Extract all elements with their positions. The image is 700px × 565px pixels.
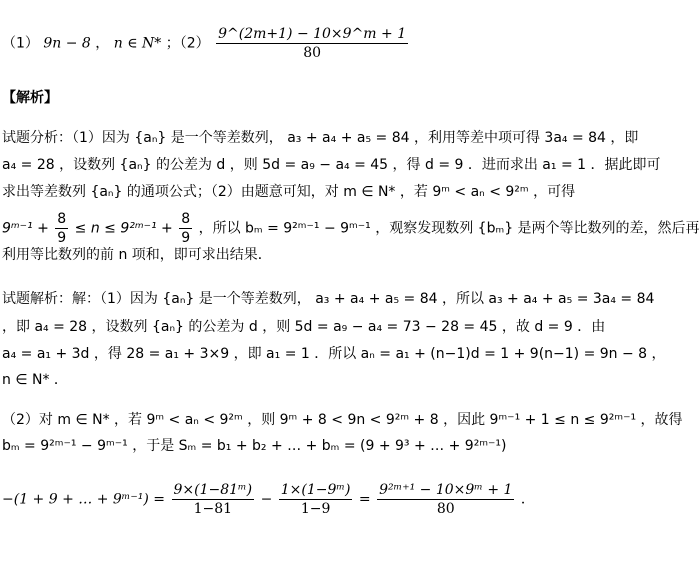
answer-part2-label: ；（2） — [165, 35, 210, 52]
answer-part1-domain: n ∈ N* — [113, 35, 162, 52]
analysis-line-5: 利用等比数列的前 n 项和，即可求出结果． — [2, 247, 272, 263]
final-fraction-3: $\frac{\text{9²ᵐ⁺¹ − 10×9ᵐ + 1}}{80}$ — [379, 482, 513, 517]
solution-line-1: 试题解析：解：（1）因为 {aₙ} 是一个等差数列， a₃ + a₄ + a₅ = 84 ，所以 a₃ + a₄ + a₅ = 3a₄ = 84 — [2, 291, 655, 307]
solution-final-equation: −(1 + 9 + … + 9ᵐ⁻¹) = $\frac{\text{9×(1−81ᵐ)}}{1-81}$ − $\frac{\text{1×(1−9ᵐ)}}{1-9}$ = $\frac{\text{9²ᵐ⁺¹ − 10×9ᵐ + 1}}{80}$ ． — [2, 482, 535, 517]
answer-part2-fraction: $\frac{9\^{}(2m+1) - 10\times 9\^{}m + 1}{80}$ — [218, 26, 407, 61]
analysis-line-3: 求出等差数列 {aₙ} 的通项公式；（2）由题意可知，对 m ∈ N* ，若 9ᵐ < aₙ < 9²ᵐ ，可得 — [2, 184, 576, 200]
final-fraction-2: $\frac{\text{1×(1−9ᵐ)}}{1-9}$ — [280, 482, 351, 517]
solution-line-3: a₄ = a₁ + 3d ，得 28 = a₁ + 3×9 ，即 a₁ = 1 ．所以 aₙ = a₁ + (n−1)d = 1 + 9(n−1) = 9n − 8 ， — [2, 346, 666, 362]
analysis-inequality-left: 9ᵐ⁻¹ + — [2, 220, 49, 237]
analysis-fraction-b: $\frac{8}{9}$ — [181, 211, 191, 246]
analysis-header: 【解析】 — [2, 90, 58, 106]
analysis-label: 试题分析： — [2, 130, 72, 146]
analysis-line-1: 试题分析：（1）因为 {aₙ} 是一个等差数列， a₃ + a₄ + a₅ = 84 ，利用等差中项可得 3a₄ = 84 ，即 — [2, 130, 639, 146]
solution-line-2: ，即 a₄ = 28 ，设数列 {aₙ} 的公差为 d ，则 5d = a₉ − a₄ = 73 − 28 = 45 ，故 d = 9 ．由 — [2, 319, 606, 335]
solution-line-5: （2）对 m ∈ N* ，若 9ᵐ < aₙ < 9²ᵐ ，则 9ᵐ + 8 < 9n < 9²ᵐ + 8 ，因此 9ᵐ⁻¹ + 1 ≤ n ≤ 9²ᵐ⁻¹ ，故得 — [2, 412, 683, 428]
solution-label: 试题解析：解： — [2, 291, 100, 307]
analysis-inequality-mid: ≤ n ≤ 9²ᵐ⁻¹ + — [74, 220, 173, 237]
solution-line-6: bₘ = 9²ᵐ⁻¹ − 9ᵐ⁻¹ ，于是 Sₘ = b₁ + b₂ + … + bₘ = (9 + 9³ + … + 9²ᵐ⁻¹) — [2, 438, 507, 454]
solution-line-4: n ∈ N* ． — [2, 372, 68, 388]
final-fraction-1: $\frac{\text{9×(1−81ᵐ)}}{1-81}$ — [173, 482, 253, 517]
analysis-line-2: a₄ = 28 ，设数列 {aₙ} 的公差为 d ，则 5d = a₉ − a₄ = 45 ，得 d = 9 ．进而求出 a₁ = 1 ．据此即可 — [2, 157, 661, 173]
analysis-line-4: 9ᵐ⁻¹ + $\frac{8}{9}$ ≤ n ≤ 9²ᵐ⁻¹ + $\frac{8}{9}$ ，所以 bₘ = 9²ᵐ⁻¹ − 9ᵐ⁻¹ ，观察发现数列 {bₘ} 是两个等比数列的差，然后再 — [2, 211, 700, 246]
answer-part1-formula: 9n − 8 — [43, 35, 91, 52]
answer-part1-label: （1） — [2, 35, 39, 52]
answer-line: （1） 9n − 8 ， n ∈ N* ；（2） $\frac{9\^{}(2m+1) - 10\times 9\^{}m + 1}{80}$ — [2, 26, 407, 61]
analysis-fraction-a: $\frac{8}{9}$ — [57, 211, 67, 246]
